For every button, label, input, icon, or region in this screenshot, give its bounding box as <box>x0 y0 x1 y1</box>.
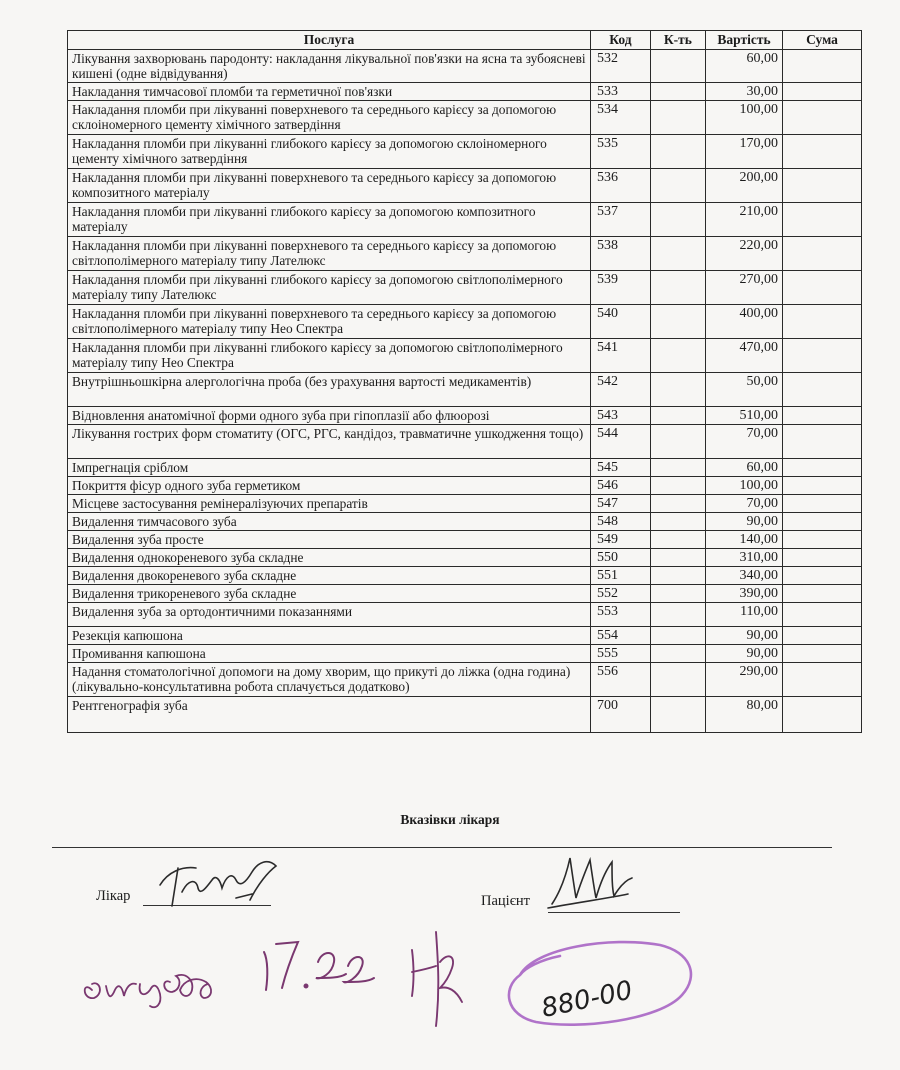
patient-label: Пацієнт <box>481 893 531 909</box>
price-cell: 290,00 <box>705 663 782 697</box>
price-cell: 510,00 <box>705 407 782 425</box>
code-cell: 552 <box>591 585 651 603</box>
service-cell: Надання стоматологічної допомоги на дому хворим, що прикуті до ліжка (одна година) (лікувально-консультативна робота сплачується додатково) <box>68 663 591 697</box>
code-cell: 542 <box>591 373 651 407</box>
service-cell: Місцеве застосування ремінералізуючих препаратів <box>68 495 591 513</box>
header-qty: К-ть <box>650 31 705 50</box>
service-cell: Резекція капюшона <box>68 627 591 645</box>
circled-total <box>509 942 691 1025</box>
service-cell: Накладання пломби при лікуванні глибокого карієсу за допомогою композитного матеріалу <box>68 203 591 237</box>
price-cell: 310,00 <box>705 549 782 567</box>
code-cell: 545 <box>591 459 651 477</box>
header-service: Послуга <box>68 31 591 50</box>
code-cell: 550 <box>591 549 651 567</box>
code-cell: 536 <box>591 169 651 203</box>
doctor-label: Лікар <box>96 888 131 904</box>
service-cell: Накладання пломби при лікуванні поверхневого та середнього карієсу за допомогою композитного матеріалу <box>68 169 591 203</box>
service-cell: Відновлення анатомічної форми одного зуба при гіпоплазії або флюорозі <box>68 407 591 425</box>
service-cell: Накладання пломби при лікуванні глибокого карієсу за допомогою склоіномерного цементу хімічного затвердіння <box>68 135 591 169</box>
code-cell: 535 <box>591 135 651 169</box>
price-cell: 220,00 <box>705 237 782 271</box>
handwritten-total: 880-00 <box>538 975 636 1024</box>
service-cell: Внутрішньошкірна алергологічна проба (без урахування вартості медикаментів) <box>68 373 591 407</box>
code-cell: 551 <box>591 567 651 585</box>
code-cell: 549 <box>591 531 651 549</box>
service-cell: Покриття фісур одного зуба герметиком <box>68 477 591 495</box>
price-cell: 60,00 <box>705 50 782 83</box>
price-cell: 70,00 <box>705 495 782 513</box>
service-cell: Імпрегнація сріблом <box>68 459 591 477</box>
code-cell: 541 <box>591 339 651 373</box>
code-cell: 548 <box>591 513 651 531</box>
code-cell: 538 <box>591 237 651 271</box>
price-cell: 210,00 <box>705 203 782 237</box>
service-cell: Лікування гострих форм стоматиту (ОГС, РГС, кандідоз, травматичне ушкодження тощо) <box>68 425 591 459</box>
code-cell: 532 <box>591 50 651 83</box>
price-cell: 400,00 <box>705 305 782 339</box>
price-cell: 390,00 <box>705 585 782 603</box>
code-cell: 543 <box>591 407 651 425</box>
service-cell: Видалення зуба за ортодонтичними показаннями <box>68 603 591 627</box>
price-cell: 270,00 <box>705 271 782 305</box>
price-cell: 90,00 <box>705 513 782 531</box>
price-cell: 60,00 <box>705 459 782 477</box>
price-cell: 80,00 <box>705 697 782 733</box>
service-cell: Рентгенографія зуба <box>68 697 591 733</box>
price-cell: 340,00 <box>705 567 782 585</box>
service-cell: Накладання пломби при лікуванні глибокого карієсу за допомогою світлополімерного матеріалу типу Нео Спектра <box>68 339 591 373</box>
patient-signature <box>548 858 632 908</box>
code-cell: 555 <box>591 645 651 663</box>
handwritten-paid-word <box>85 975 211 1007</box>
doctor-signature <box>160 862 276 906</box>
code-cell: 553 <box>591 603 651 627</box>
code-cell: 546 <box>591 477 651 495</box>
price-cell: 200,00 <box>705 169 782 203</box>
code-cell: 537 <box>591 203 651 237</box>
code-cell: 540 <box>591 305 651 339</box>
header-price: Вартість <box>705 31 782 50</box>
price-cell: 170,00 <box>705 135 782 169</box>
service-cell: Лікування захворювань пародонту: накладання лікувальної пов'язки на ясна та зубоясневі кишені (одне відвідування) <box>68 50 591 83</box>
price-cell: 100,00 <box>705 477 782 495</box>
service-cell: Накладання тимчасової пломби та герметичної пов'язки <box>68 83 591 101</box>
handwritten-initials <box>412 932 462 1026</box>
price-cell: 100,00 <box>705 101 782 135</box>
code-cell: 554 <box>591 627 651 645</box>
service-cell: Видалення однокореневого зуба складне <box>68 549 591 567</box>
price-cell: 30,00 <box>705 83 782 101</box>
price-cell: 90,00 <box>705 645 782 663</box>
service-cell: Видалення трикореневого зуба складне <box>68 585 591 603</box>
code-cell: 539 <box>591 271 651 305</box>
code-cell: 556 <box>591 663 651 697</box>
service-cell: Накладання пломби при лікуванні глибокого карієсу за допомогою світлополімерного матеріалу типу Лателюкс <box>68 271 591 305</box>
code-cell: 547 <box>591 495 651 513</box>
service-cell: Видалення двокореневого зуба складне <box>68 567 591 585</box>
service-cell: Промивання капюшона <box>68 645 591 663</box>
service-cell: Видалення зуба просте <box>68 531 591 549</box>
header-sum: Сума <box>783 31 862 50</box>
price-cell: 470,00 <box>705 339 782 373</box>
service-cell: Видалення тимчасового зуба <box>68 513 591 531</box>
code-cell: 700 <box>591 697 651 733</box>
price-cell: 140,00 <box>705 531 782 549</box>
service-cell: Накладання пломби при лікуванні поверхневого та середнього карієсу за допомогою світлополімерного матеріалу типу Нео Спектра <box>68 305 591 339</box>
price-cell: 90,00 <box>705 627 782 645</box>
service-cell: Накладання пломби при лікуванні поверхневого та середнього карієсу за допомогою світлополімерного матеріалу типу Лателюкс <box>68 237 591 271</box>
header-code: Код <box>591 31 651 50</box>
code-cell: 533 <box>591 83 651 101</box>
price-cell: 70,00 <box>705 425 782 459</box>
handwritten-date <box>264 942 374 990</box>
price-cell: 110,00 <box>705 603 782 627</box>
code-cell: 534 <box>591 101 651 135</box>
price-cell: 50,00 <box>705 373 782 407</box>
code-cell: 544 <box>591 425 651 459</box>
doctor-notes-title: Вказівки лікаря <box>400 812 500 827</box>
service-cell: Накладання пломби при лікуванні поверхневого та середнього карієсу за допомогою склоіномерного цементу хімічного затвердіння <box>68 101 591 135</box>
